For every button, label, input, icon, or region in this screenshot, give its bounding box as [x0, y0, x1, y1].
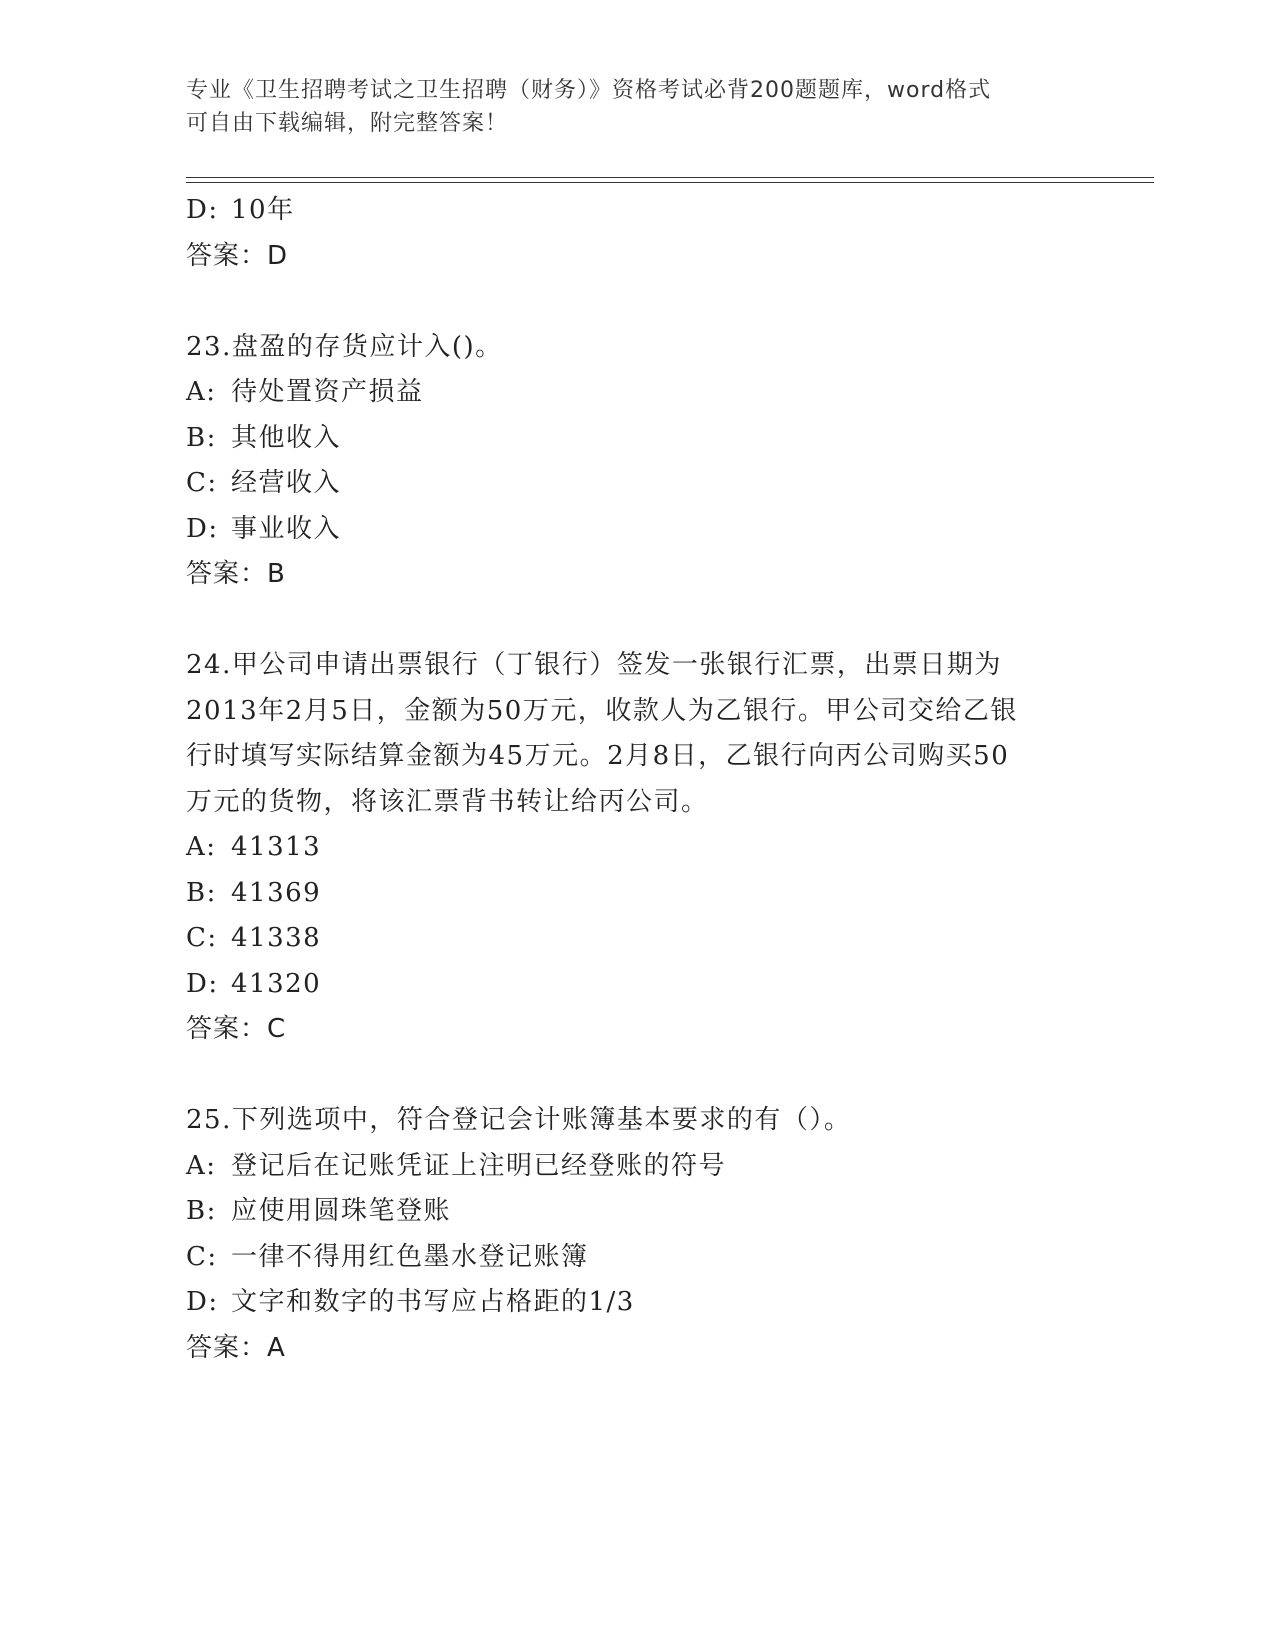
- option-key: C:: [186, 923, 218, 953]
- option-text: 应使用圆珠笔登账: [231, 1196, 452, 1226]
- question-stem: [186, 1098, 1076, 1144]
- answer-line: 答案：C: [186, 1014, 287, 1044]
- header-line-2: 可自由下载编辑，附完整答案！: [186, 111, 509, 136]
- option-b: [186, 871, 1086, 917]
- answer-line: 答案：A: [186, 1332, 286, 1363]
- question-stem: [186, 643, 1076, 825]
- option-text: 文字和数字的书写应占格距的1/3: [231, 1287, 635, 1317]
- question-stem: [186, 325, 1076, 371]
- answer-line: 答案：B: [186, 559, 286, 589]
- option-key: C:: [186, 1241, 218, 1272]
- question-24: [186, 643, 1086, 1053]
- spacer: [186, 279, 1086, 325]
- option-b: [186, 416, 1086, 462]
- option-a: [186, 825, 1086, 871]
- option-c: [186, 461, 1086, 507]
- option-text: 一律不得用红色墨水登记账簿: [231, 1241, 589, 1272]
- question-22-tail: [186, 188, 1086, 279]
- stem-line: 2013年2月5日，金额为50万元，收款人为乙银行。甲公司交给乙银: [186, 695, 1018, 726]
- header-rule-top: [186, 177, 1154, 178]
- option-text: 经营收入: [231, 468, 342, 498]
- question-25: [186, 1098, 1086, 1371]
- answer-line: 答案：D: [186, 240, 289, 271]
- page-header: [186, 74, 1066, 140]
- option-b: [186, 1189, 1086, 1235]
- option-key: A:: [186, 1150, 217, 1181]
- stem-line: 行时填写实际结算金额为45万元。2月8日，乙银行向丙公司购买50: [186, 741, 1010, 771]
- option-a: [186, 1144, 1086, 1190]
- option-text: 10年: [231, 195, 295, 225]
- option-key: A:: [186, 832, 217, 862]
- option-key: B:: [186, 877, 217, 908]
- option-text: 41338: [231, 923, 322, 953]
- header-rule-bottom: [186, 182, 1154, 183]
- option-key: B:: [186, 1196, 217, 1226]
- stem-line: 24.甲公司申请出票银行（丁银行）签发一张银行汇票，出票日期为: [186, 650, 1002, 680]
- stem-line: 万元的货物，将该汇票背书转让给丙公司。: [186, 786, 709, 817]
- option-d: [186, 1280, 1086, 1326]
- question-23: [186, 325, 1086, 598]
- stem-line: 25.下列选项中，符合登记会计账簿基本要求的有（）。: [186, 1105, 852, 1135]
- stem-line: 23.盘盈的存货应计入()。: [186, 331, 503, 362]
- option-text: 其他收入: [231, 422, 342, 453]
- option-key: C:: [186, 468, 218, 498]
- option-key: A:: [186, 377, 217, 407]
- option-text: 41313: [231, 832, 322, 862]
- option-key: D:: [186, 513, 219, 544]
- option-c: [186, 1235, 1086, 1281]
- header-line-1: 专业《卫生招聘考试之卫生招聘（财务）》资格考试必背200题题库，word格式: [186, 78, 992, 103]
- option-text: 41369: [231, 877, 322, 908]
- option-key: D:: [186, 195, 219, 225]
- spacer: [186, 598, 1086, 644]
- option-text: 登记后在记账凭证上注明已经登账的符号: [231, 1150, 727, 1181]
- spacer: [186, 1053, 1086, 1099]
- option-d: [186, 507, 1086, 553]
- option-text: 事业收入: [231, 513, 342, 544]
- option-key: D:: [186, 968, 219, 999]
- option-c: [186, 916, 1086, 962]
- option-a: [186, 370, 1086, 416]
- option-key: B:: [186, 422, 217, 453]
- question-list: [186, 188, 1086, 1371]
- option-key: D:: [186, 1287, 219, 1317]
- option-text: 41320: [231, 968, 322, 999]
- option-text: 待处置资产损益: [231, 377, 424, 407]
- option-d: [186, 962, 1086, 1008]
- option-d: [186, 188, 1086, 234]
